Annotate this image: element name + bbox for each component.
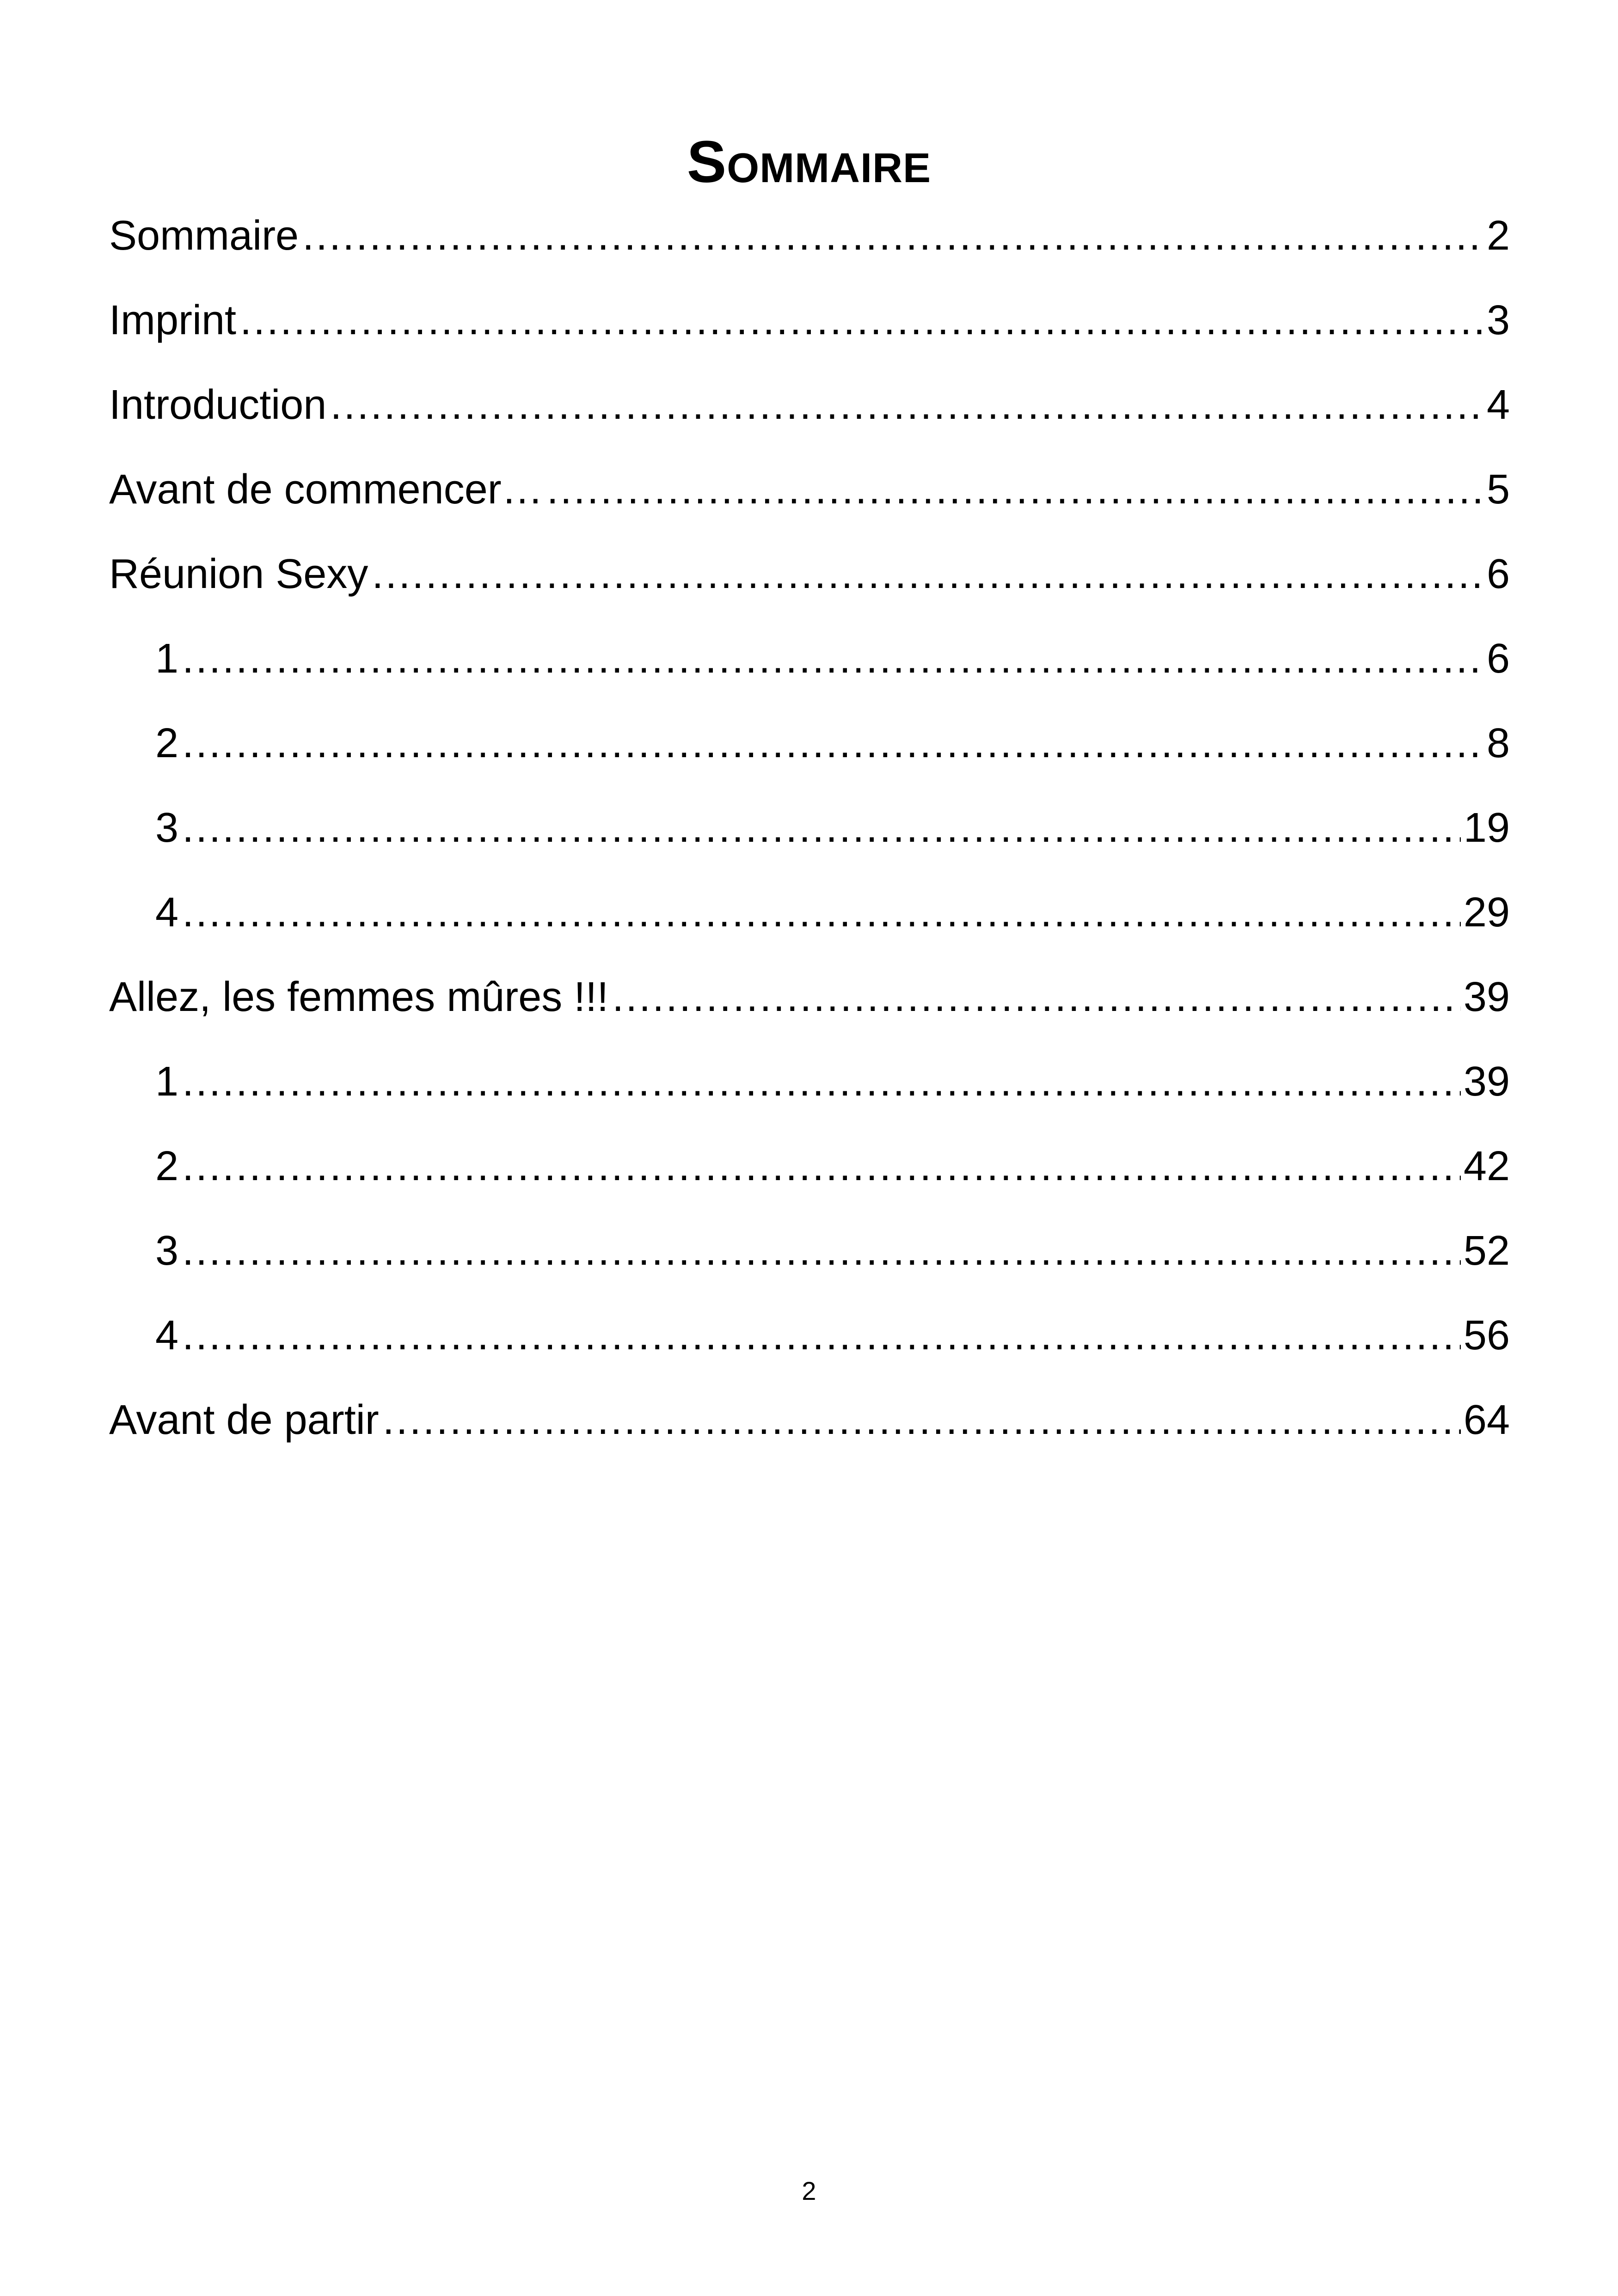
toc-dot-leader [182, 1218, 1461, 1283]
toc-entry[interactable] [109, 1388, 1510, 1472]
toc-subentry-page-number: 8 [1486, 720, 1510, 766]
toc-entry-label: Introduction [109, 382, 327, 428]
toc-subentry-label: 1 [155, 636, 179, 682]
toc-entry-page-number: 2 [1486, 213, 1510, 259]
toc-entry[interactable] [109, 457, 1510, 542]
toc-entry-page-number: 3 [1486, 297, 1510, 343]
toc-subentry[interactable] [109, 880, 1510, 965]
toc-entry[interactable] [109, 542, 1510, 626]
toc-subentry-page-number: 52 [1463, 1228, 1510, 1274]
toc-dot-leader [182, 711, 1484, 776]
toc-entry-page-number: 6 [1486, 551, 1510, 597]
toc-dot-leader [182, 1049, 1461, 1114]
toc-entry-label: Avant de partir [109, 1397, 379, 1443]
table-of-contents [109, 203, 1510, 1472]
toc-subentry-label: 3 [155, 805, 179, 851]
toc-dot-leader [547, 457, 1484, 522]
toc-subentry[interactable] [109, 711, 1510, 796]
toc-entry-label: Imprint [109, 297, 237, 343]
toc-subentry-label: 4 [155, 889, 179, 936]
toc-subentry[interactable] [109, 1303, 1510, 1388]
toc-subentry[interactable] [109, 796, 1510, 880]
toc-subentry-label: 3 [155, 1228, 179, 1274]
page-title: Sommaire [686, 129, 932, 195]
toc-entry-label: Sommaire [109, 213, 299, 259]
toc-dot-leader [182, 796, 1461, 860]
toc-dot-leader [330, 373, 1484, 437]
toc-dot-leader [383, 1388, 1461, 1452]
toc-subentry[interactable] [109, 1218, 1510, 1303]
toc-entry-label: Réunion Sexy [109, 551, 368, 597]
toc-dot-leader [372, 542, 1484, 606]
toc-entry-page-number: 39 [1463, 974, 1510, 1020]
toc-dot-leader [182, 1303, 1461, 1368]
toc-subentry-label: 2 [155, 720, 179, 766]
page-number-footer: 2 [802, 2176, 816, 2205]
toc-dot-leader [240, 288, 1484, 353]
toc-subentry[interactable] [109, 1134, 1510, 1218]
toc-dot-leader [182, 626, 1484, 691]
toc-subentry[interactable] [109, 1049, 1510, 1134]
toc-subentry-page-number: 6 [1486, 636, 1510, 682]
toc-entry[interactable] [109, 288, 1510, 373]
toc-subentry-page-number: 29 [1463, 889, 1510, 936]
toc-entry-page-number: 4 [1486, 382, 1510, 428]
toc-entry[interactable] [109, 965, 1510, 1049]
toc-subentry-label: 4 [155, 1312, 179, 1359]
toc-subentry-page-number: 42 [1463, 1143, 1510, 1189]
toc-subentry-label: 2 [155, 1143, 179, 1189]
toc-subentry-page-number: 19 [1463, 805, 1510, 851]
toc-dot-leader [302, 203, 1484, 268]
toc-subentry-page-number: 56 [1463, 1312, 1510, 1359]
toc-entry-page-number: 5 [1486, 466, 1510, 513]
toc-dot-leader [182, 1134, 1461, 1199]
toc-entry[interactable] [109, 373, 1510, 457]
toc-subentry-label: 1 [155, 1059, 179, 1105]
toc-dot-leader [612, 965, 1461, 1029]
toc-entry[interactable] [109, 203, 1510, 288]
toc-subentry-page-number: 39 [1463, 1059, 1510, 1105]
toc-dot-leader [182, 880, 1461, 945]
toc-entry-page-number: 64 [1463, 1397, 1510, 1443]
toc-entry-label: Avant de commencer… [109, 466, 543, 513]
toc-entry-label: Allez, les femmes mûres !!! [109, 974, 609, 1020]
toc-subentry[interactable] [109, 626, 1510, 711]
